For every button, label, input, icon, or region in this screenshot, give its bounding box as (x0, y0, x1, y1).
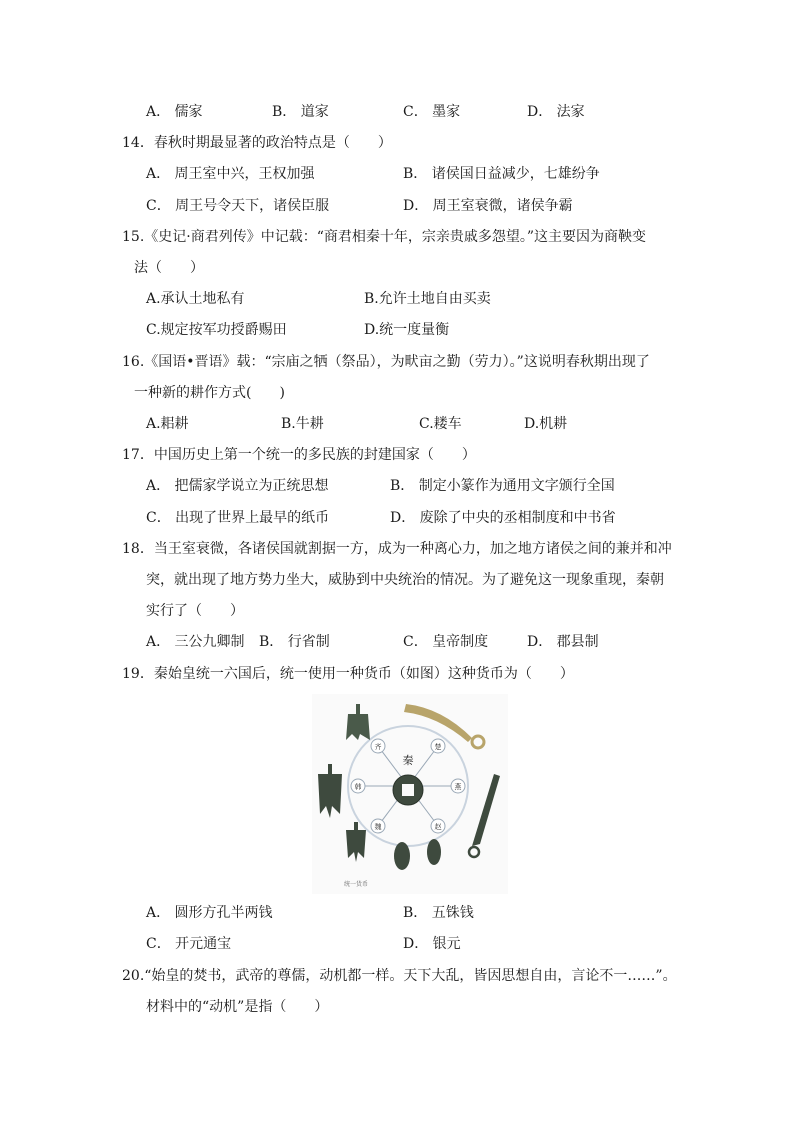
currency-diagram (312, 694, 508, 894)
node-label-6: 韩 (354, 783, 362, 791)
q16-option-b[interactable]: B.牛耕 (281, 416, 324, 432)
q18-stem-line1: 18．当王室衰微，各诸侯国就割据一方，成为一种离心力，加之地方诸侯之间的兼并和冲 (122, 541, 672, 557)
q14-option-a[interactable]: A． 周王室中兴，王权加强 (146, 166, 315, 182)
q17-option-a[interactable]: A． 把儒家学说立为正统思想 (146, 478, 329, 494)
q20-stem-line2: 材料中的“动机”是指（ ） (146, 999, 329, 1015)
q18-option-d[interactable]: D． 郡县制 (527, 634, 599, 650)
q13-option-d[interactable]: D． 法家 (527, 104, 585, 120)
figure-caption: 统一货币 (344, 881, 369, 888)
q17-option-c[interactable]: C． 出现了世界上最早的纸币 (146, 510, 330, 526)
q18-stem-line2: 突，就出现了地方势力坐大，威胁到中央统治的情况。为了避免这一现象重现，秦朝 (146, 572, 664, 588)
q18-option-a[interactable]: A． 三公九卿制 (146, 634, 245, 650)
node-label-3: 燕 (454, 783, 462, 791)
q13-option-c[interactable]: C． 墨家 (403, 104, 461, 120)
q16-stem-line1: 16.《国语•晋语》载：“宗庙之牺（祭品），为畎亩之勤（劳力）。”这说明春秋期出现了 (122, 354, 650, 370)
q15-stem-line1: 15.《史记·商君列传》中记载：“商君相秦十年，宗亲贵戚多怨望。”这主要因为商鞅变 (122, 229, 647, 245)
node-label-1: 齐 (374, 743, 382, 751)
banliang-coin-icon (393, 775, 423, 805)
node-label-2: 楚 (434, 743, 442, 751)
q18-option-c[interactable]: C． 皇帝制度 (403, 634, 489, 650)
node-label-5: 魏 (374, 823, 382, 831)
q14-option-b[interactable]: B． 诸侯国日益减少，七雄纷争 (403, 166, 600, 182)
q14-option-c[interactable]: C． 周王号令天下，诸侯臣服 (146, 198, 330, 214)
q16-option-d[interactable]: D.机耕 (524, 416, 568, 432)
q14-stem: 14．春秋时期最显著的政治特点是（ ） (122, 135, 392, 151)
q20-stem-line1: 20.“始皇的焚书，武帝的尊儒，动机都一样。天下大乱，皆因思想自由，言论不一……”。 (122, 968, 677, 984)
q17-stem: 17．中国历史上第一个统一的多民族的封建国家（ ） (122, 447, 476, 463)
q13-option-a[interactable]: A． 儒家 (146, 104, 203, 120)
q19-option-a[interactable]: A． 圆形方孔半两钱 (146, 905, 273, 921)
q17-option-d[interactable]: D． 废除了中央的丞相制度和中书省 (390, 510, 616, 526)
q15-option-c[interactable]: C.规定按军功授爵赐田 (146, 322, 287, 338)
node-label-4: 赵 (434, 823, 442, 831)
currency-unification-figure (312, 694, 508, 894)
q15-option-d[interactable]: D.统一度量衡 (364, 322, 450, 338)
q19-option-c[interactable]: C． 开元通宝 (146, 936, 232, 952)
q15-option-a[interactable]: A.承认土地私有 (146, 291, 245, 307)
q19-stem: 19．秦始皇统一六国后，统一使用一种货币（如图）这种货币为（ ） (122, 666, 574, 682)
q16-option-a[interactable]: A.耜耕 (146, 416, 189, 432)
q13-option-b[interactable]: B． 道家 (272, 104, 329, 120)
q19-option-b[interactable]: B． 五铢钱 (403, 905, 474, 921)
q15-option-b[interactable]: B.允许土地自由买卖 (364, 291, 491, 307)
q17-option-b[interactable]: B． 制定小篆作为通用文字颁行全国 (390, 478, 615, 494)
q16-stem-line2: 一种新的耕作方式( ) (134, 385, 285, 401)
q15-stem-line2: 法（ ） (134, 260, 204, 276)
q14-option-d[interactable]: D． 周王室衰微，诸侯争霸 (403, 198, 573, 214)
q18-stem-line3: 实行了（ ） (146, 603, 244, 619)
q18-option-b[interactable]: B． 行省制 (259, 634, 330, 650)
q19-option-d[interactable]: D． 银元 (403, 936, 461, 952)
q16-option-c[interactable]: C.耧车 (419, 416, 462, 432)
center-label: 秦 (402, 754, 414, 767)
